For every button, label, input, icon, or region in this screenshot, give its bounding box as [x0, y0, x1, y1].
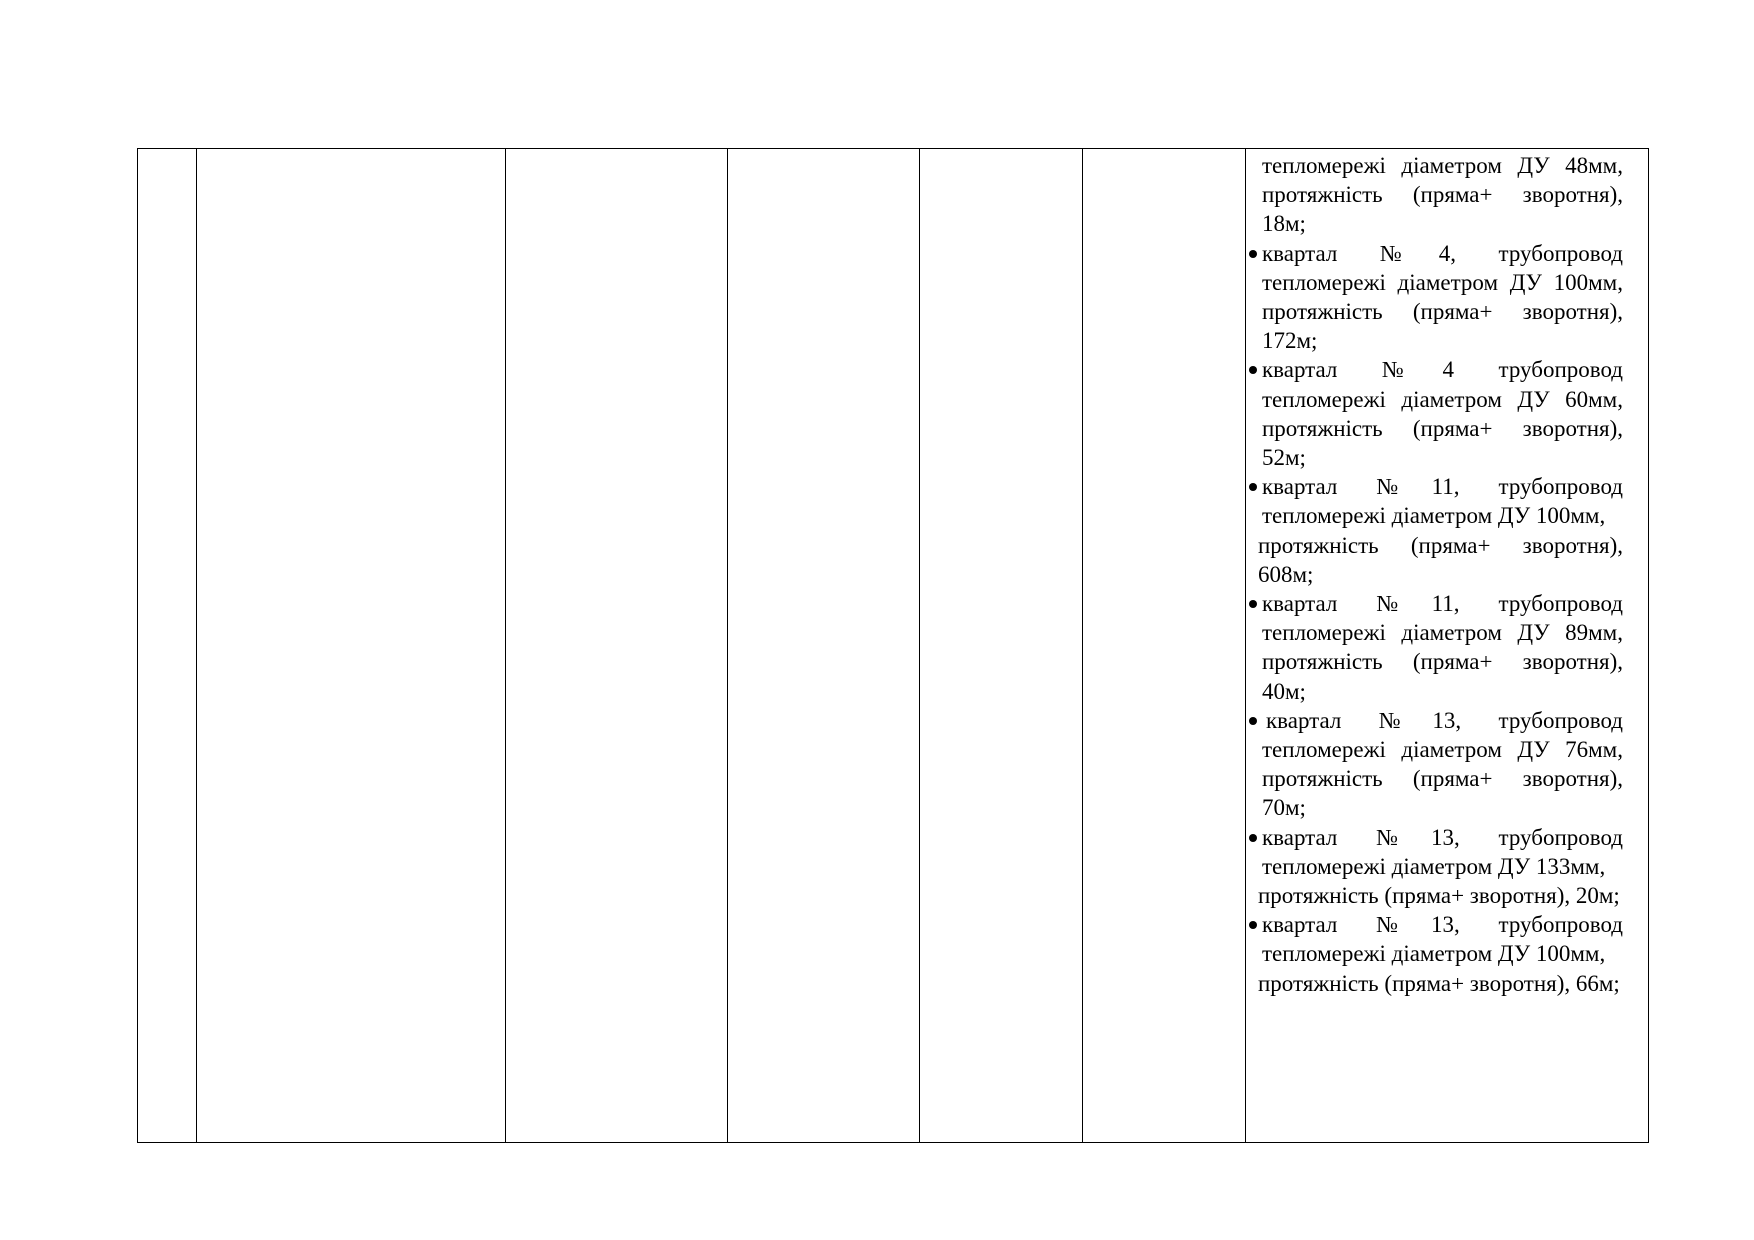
column-divider [1082, 149, 1083, 1142]
column-divider [727, 149, 728, 1142]
bullet-icon [1249, 250, 1257, 258]
bullet-icon [1249, 921, 1257, 929]
column-divider [505, 149, 506, 1142]
list-item-text: квартал №4 трубопровод тепломережі діаметром ДУ 60мм, протяжність (пряма+ зворотня), 52м; [1262, 357, 1623, 471]
list-item-text: квартал №13, трубопровод тепломережі діаметром ДУ 133мм, [1262, 824, 1623, 879]
list-item-text: квартал №13, трубопровод тепломережі діаметром ДУ 100мм, [1262, 912, 1623, 967]
list-item [1258, 823, 1623, 911]
column-divider [919, 149, 920, 1142]
list-item [1262, 706, 1623, 823]
list-item [1262, 355, 1623, 472]
list-item-text: квартал №4, трубопровод тепломережі діаметром ДУ 100мм, протяжність (пряма+ зворотня), 172м; [1262, 240, 1623, 354]
list-item-tail: протяжність (пряма+ зворотня), 20м; [1258, 883, 1620, 909]
bullet-icon [1249, 366, 1257, 374]
list-item [1262, 589, 1623, 706]
document-table [137, 148, 1649, 1143]
pipeline-list-cell [1246, 149, 1648, 1142]
bullet-icon [1249, 600, 1257, 608]
list-item [1258, 910, 1623, 998]
list-item-text: квартал №11, трубопровод тепломережі діаметром ДУ 89мм, протяжність (пряма+ зворотня), 40м; [1262, 591, 1623, 704]
list-item-text: тепломережі діаметром ДУ 48мм, протяжність (пряма+ зворотня), 18м; [1262, 153, 1623, 237]
bullet-icon [1249, 483, 1257, 491]
bullet-icon [1249, 834, 1257, 842]
list-item-text: квартал №11, трубопровод тепломережі діаметром ДУ 100мм, [1262, 474, 1623, 529]
list-item [1258, 472, 1623, 589]
column-divider [196, 149, 197, 1142]
list-item-tail: протяжність (пряма+ зворотня), 608м; [1258, 532, 1623, 587]
bullet-icon [1249, 717, 1257, 725]
list-item-tail: протяжність (пряма+ зворотня), 66м; [1258, 970, 1620, 996]
list-item-continuation [1262, 151, 1623, 239]
list-item-text: квартал №13, трубопровод тепломережі діаметром ДУ 76мм, протяжність (пряма+ зворотня), 70м; [1262, 707, 1623, 821]
list-item [1262, 239, 1623, 356]
